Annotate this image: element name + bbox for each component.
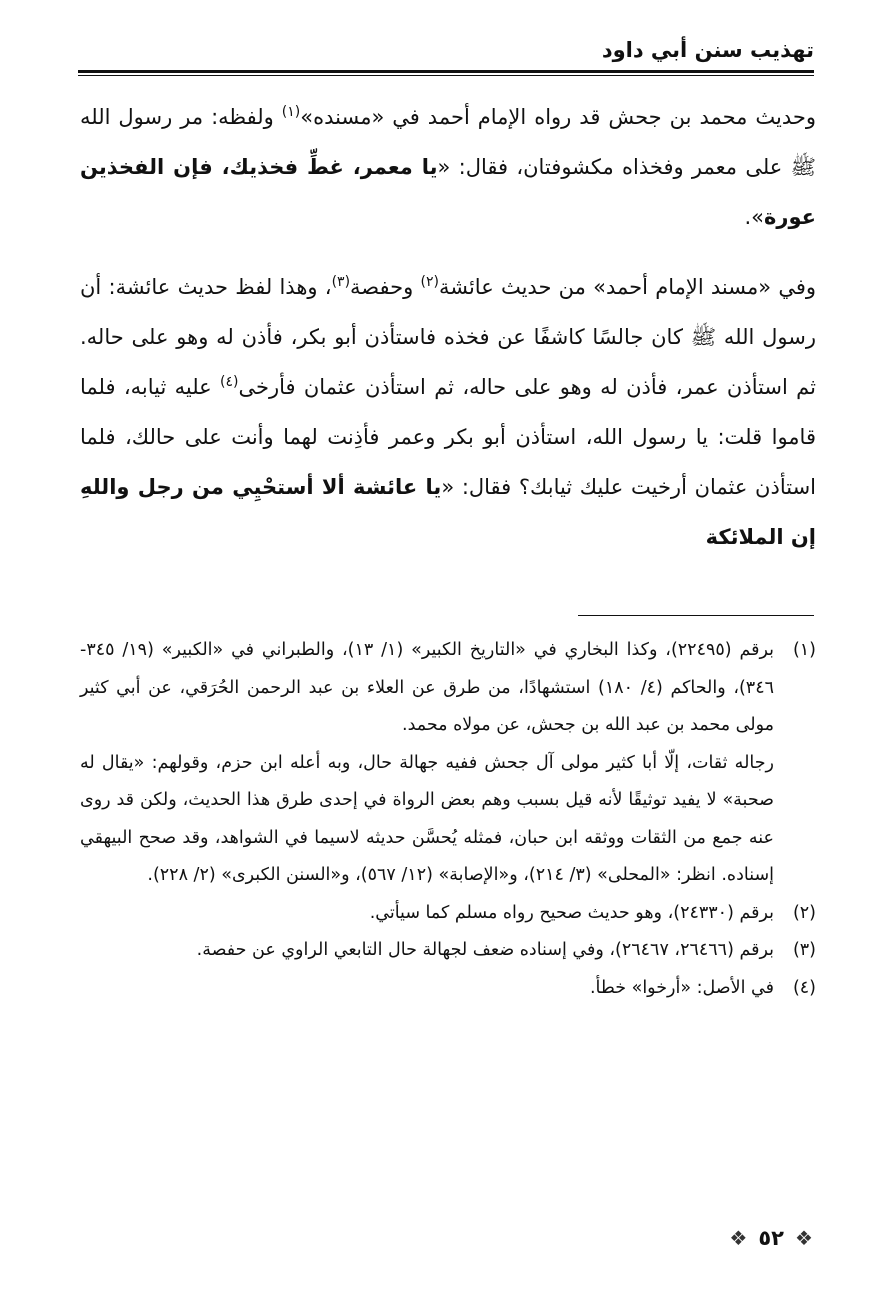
footnote-number: (٤) <box>792 977 816 998</box>
footnote-number: (٢) <box>792 902 816 923</box>
footnote-paragraph: برقم (٢٤٣٣٠)، وهو حديث صحيح رواه مسلم كما سيأتي. <box>369 902 774 923</box>
footnote-body <box>80 970 774 1008</box>
header-rule-thin <box>78 75 814 76</box>
footnote-ref-1: (١) <box>281 104 301 120</box>
footnote-paragraph: برقم (٢٢٤٩٥)، وكذا البخاري في «التاريخ الكبير» (١/ ١٣)، والطبراني في «الكبير» (١٩/ ٣٤٥- ٣٤٦)، والحاكم (٤/ ١٨٠) استشهادًا، من طرق عن العلاء بن عبد الرحمن الحُرَقي، عن أبي كثير مولى محمد بن عبد الله بن جحش، عن مولاه محمد. <box>80 640 774 735</box>
footnote-separator <box>578 615 814 616</box>
footnote-4 <box>80 970 816 1008</box>
running-head-title: تهذيب سنن أبي داود <box>601 38 814 62</box>
footnote-2 <box>80 895 816 933</box>
footnote-paragraph: برقم (٢٦٤٦٦، ٢٦٤٦٧)، وفي إسناده ضعف لجهالة حال التابعي الراوي عن حفصة. <box>196 940 774 960</box>
footnote-ref-3: (٣) <box>331 274 351 290</box>
paragraph-2 <box>80 262 816 562</box>
footnote-1 <box>80 632 816 895</box>
footnote-paragraph: في الأصل: «أرخوا» خطأ. <box>589 977 774 998</box>
ornament-icon: ❖ <box>729 1226 748 1250</box>
footnote-number: (١) <box>792 640 816 660</box>
footnotes <box>80 632 816 1007</box>
footnote-ref-4: (٤) <box>219 374 239 390</box>
footnote-paragraph: رجاله ثقات، إلّا أبا كثير مولى آل جحش ففيه جهالة حال، وبه أعله ابن حزم، وقولهم: «يقال له صحبة» لا يفيد توثيقًا لأنه قيل بسبب وهم بعض الرواة في إحدى طرق هذا الحديث، ولكن قد روى عنه جمع من الثقات ووثقه ابن حبان، فمثله يُحسَّن حديثه لاسيما في الشواهد، وقد صحح البيهقي إسناده. انظر: «المحلى» (٣/ ٢١٤)، و«الإصابة» (١٢/ ٥٦٧)، و«السنن الكبرى» (٢/ ٢٢٨). <box>80 752 774 885</box>
footnote-ref-2: (٢) <box>420 274 439 290</box>
main-text <box>80 92 816 562</box>
header-rule-thick <box>78 70 814 73</box>
footnote-number: (٣) <box>792 940 816 960</box>
p2-text-3: ، وهذا لفظ حديث عائشة: أن رسول الله ﷺ كان جالسًا كاشفًا عن فخذه فاستأذن أبو بكر، فأذن له وهو على حاله. ثم استأذن عمر، فأذن له وهو على حاله، ثم استأذن عثمان فأرخى <box>80 275 816 399</box>
p2-hadith-bold: يا عائشة ألا أستحْيِي من رجل واللهِ إن الملائكة <box>80 475 816 549</box>
paragraph-1 <box>80 92 816 242</box>
footnote-body <box>80 632 774 895</box>
p1-text-2: ولفظه: مر رسول الله ﷺ على معمر وفخذاه مكشوفتان، فقال: « <box>80 105 816 179</box>
footnote-body <box>80 895 774 933</box>
p1-hadith-bold: يا معمر، غطِّ فخذيك، فإن الفخذين عورة <box>80 155 816 229</box>
p1-text-1: وحديث محمد بن جحش قد رواه الإمام أحمد في «مسنده» <box>300 105 817 129</box>
ornament-icon: ❖ <box>795 1226 813 1250</box>
footnote-3 <box>80 932 816 970</box>
p2-text-4: عليه ثيابه، فلما قاموا قلت: يا رسول الله، استأذن أبو بكر وعمر فأذِنت لهما وأنت على حالك، فلما استأذن عثمان أرخيت عليك ثيابك؟ فقال: « <box>80 375 816 499</box>
footnote-body <box>80 932 774 970</box>
p2-text-1: وفي «مسند الإمام أحمد» من حديث عائشة <box>438 275 817 299</box>
page-footer <box>728 1226 814 1250</box>
page-number: ٥٢ <box>758 1226 784 1250</box>
p2-text-2: وحفصة <box>350 275 421 299</box>
p1-text-3: ». <box>744 205 764 229</box>
